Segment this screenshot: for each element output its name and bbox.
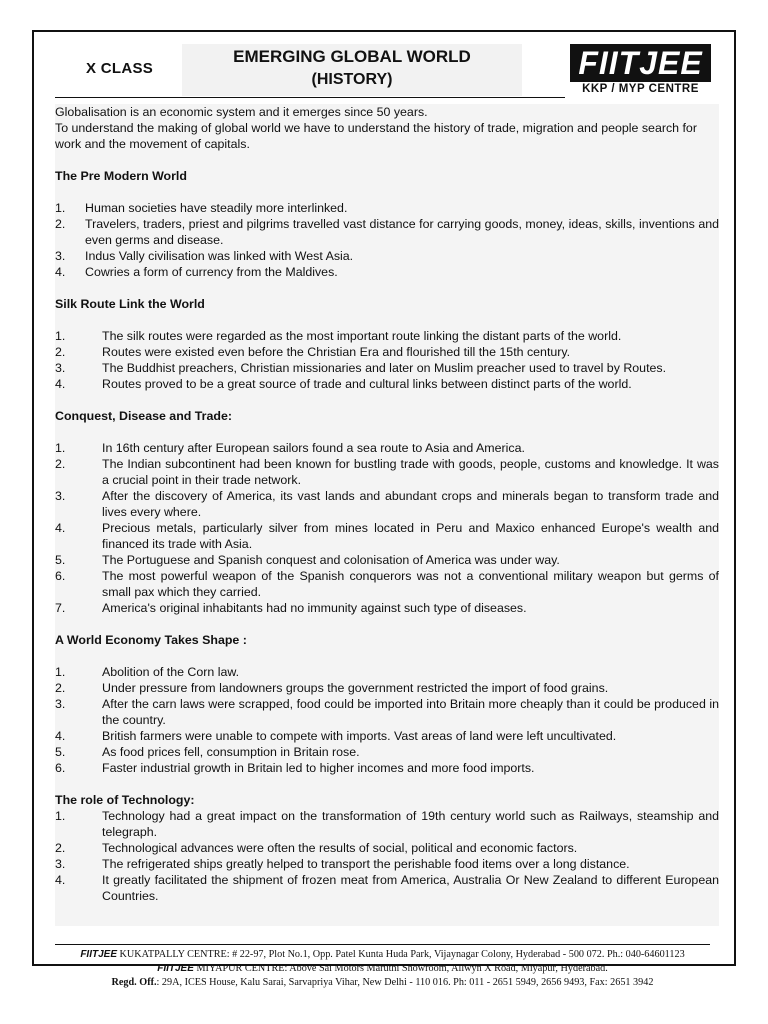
document-title: EMERGING GLOBAL WORLD [233,47,471,66]
list-item: 4. It greatly facilitated the shipment of frozen meat from America, Australia Or New Zealand to different European Countries. [55,873,719,903]
list-item: 2. Technological advances were often the results of social, political and economic factors. [55,841,578,855]
list-item: 7. America's original inhabitants had no immunity against such type of diseases. [55,601,527,615]
list-item: 5. As food prices fell, consumption in Britain rose. [55,745,360,759]
section-title-silk-route: Silk Route Link the World [55,297,205,311]
class-label: X CLASS [86,60,154,77]
list-item: 1. Technology had a great impact on the transformation of 19th century world such as Railways, steamship and telegraph. [55,809,719,839]
footer-line-miyapur [55,962,710,975]
header-divider [55,97,565,98]
list-world-economy [55,664,719,776]
list-item: 1. Human societies have steadily more interlinked. [55,201,348,215]
intro-paragraph-2: To understand the making of global world we have to understand the history of trade, migration and people search for work and the movement of capitals. [55,121,697,151]
list-silk-route [55,328,719,392]
list-item: 2. The Indian subcontinent had been known for bustling trade with goods, people, customs and knowledge. It was a crucial point in their trade network. [55,457,719,487]
footer-brand-logo: FIITJEE [80,949,117,960]
footer-miyapur-address: MIYAPUR CENTRE: Above Sai Motors Maruthi Showroom, Allwyn X Road, Miyapur, Hyderabad. [196,963,608,974]
document-subtitle: (HISTORY) [311,71,393,88]
footer-kukatpally-address: KUKATPALLY CENTRE: # 22-97, Plot No.1, Opp. Patel Kunta Huda Park, Vijaynagar Colony, Hyderabad - 500 072. Ph.: 040-64601123 [119,949,685,960]
footer-regd-address: : 29A, ICES House, Kalu Sarai, Sarvapriya Vihar, New Delhi - 110 016. Ph: 011 - 2651 5949, 2656 9493, Fax: 2651 3942 [156,977,654,988]
list-item: 5. The Portuguese and Spanish conquest and colonisation of America was under way. [55,553,560,567]
list-item: 1. The silk routes were regarded as the most important route linking the distant parts of the world. [55,329,622,343]
list-item: 1. In 16th century after European sailors found a sea route to Asia and America. [55,441,525,455]
list-item: 2. Under pressure from landowners groups the government restricted the import of food grains. [55,681,609,695]
list-role-of-technology [55,808,719,904]
intro-paragraph-1: Globalisation is an economic system and it emerges since 50 years. [55,105,428,119]
list-item: 3. After the discovery of America, its vast lands and abundant crops and minerals began to transform trade and lives every where. [55,489,719,519]
list-pre-modern-world [55,200,719,280]
section-title-conquest-disease-trade: Conquest, Disease and Trade: [55,409,232,423]
footer-divider [55,944,710,945]
list-item: 4. Cowries a form of currency from the Maldives. [55,265,338,279]
list-item: 4. Routes proved to be a great source of trade and cultural links between distinct parts of the world. [55,377,632,391]
content-bottom-spacer [55,904,719,926]
footer-regd-label: Regd. Off. [111,977,157,988]
list-item: 6. Faster industrial growth in Britain led to higher incomes and more food imports. [55,761,535,775]
list-item: 3. The Buddhist preachers, Christian missionaries and later on Muslim preacher used to travel by Routes. [55,361,667,375]
document-body [55,104,719,926]
list-item: 6. The most powerful weapon of the Spanish conquerors was not a conventional military weapon but germs of small pax which they carried. [55,569,719,599]
list-conquest-disease-trade [55,440,719,616]
list-item: 2. Routes were existed even before the Christian Era and flourished till the 15th century. [55,345,571,359]
centre-label: KKP / MYP CENTRE [582,83,699,95]
list-item: 2. Travelers, traders, priest and pilgrims travelled vast distance for carrying goods, money, ideas, skills, inventions and even germs and disease. [55,217,719,247]
list-item: 1. Abolition of the Corn law. [55,665,240,679]
footer-line-regd-office [55,976,710,989]
fiitjee-logo: FIITJEE [570,44,711,82]
section-title-world-economy: A World Economy Takes Shape : [55,633,247,647]
section-title-pre-modern-world: The Pre Modern World [55,169,187,183]
list-item: 4. Precious metals, particularly silver from mines located in Peru and Maxico enhanced Europe's wealth and financed its trade with Asia. [55,521,719,551]
list-item: 4. British farmers were unable to compete with imports. Vast areas of land were left uncultivated. [55,729,617,743]
list-item: 3. The refrigerated ships greatly helped to transport the perishable food items over a long distance. [55,857,630,871]
footer-brand-logo: FIITJEE [157,963,194,974]
section-title-role-of-technology: The role of Technology: [55,793,195,807]
list-item: 3. Indus Vally civilisation was linked with West Asia. [55,249,354,263]
list-item: 3. After the carn laws were scrapped, food could be imported into Britain more cheaply than it could be produced in the country. [55,697,719,727]
footer-line-kukatpally [55,948,710,961]
